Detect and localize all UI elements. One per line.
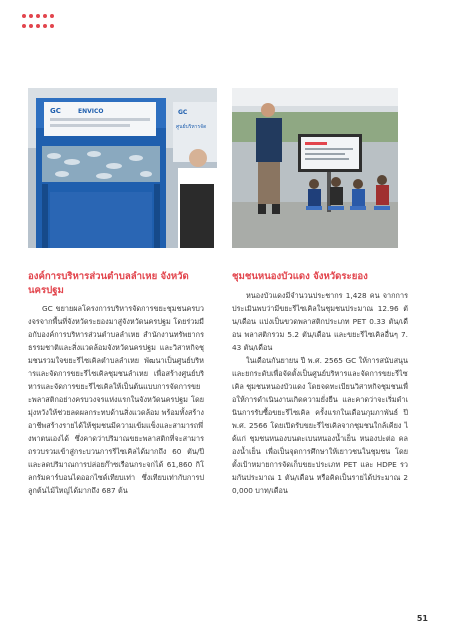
section-nong-bua-daeng	[232, 270, 408, 497]
page-number: 51	[416, 614, 428, 623]
section-paragraph: ในเดือนกันยายน ปี พ.ศ. 2565 GC ให้การสนับสนุนและยกระดับเพื่อจัดตั้งเป็นศูนย์บริหารและจัดการขยะรีไซเคิล ชุมชนหนองบัวแดง โดยจดทะเบียนวิสาหกิจชุมชนเพื่อให้การดำเนินงานเกิดความยั่งยืน และคาดว่าจะเริ่มดำเนินการรับซื้อขยะรีไซเคิล ครั้งแรกในเดือนกุมภาพันธ์ ปี พ.ศ. 2566 โดยเปิดรับขยะรีไซเคิลจากชุมชนใกล้เคียง ได้แก่ ชุมชนหนองบนตะเบนหนองน้ำเย็น หนองปะต่อ คลองน้ำเย็น เพื่อเป็นจุดการศึกษาให้เยาวชนในชุมชน โดย ตั้งเป้าหมายการจัดเก็บขยะประเภท PET และ HDPE รวมกันประมาณ 1 ตัน/เดือน หรือคิดเป็นรายได้ประมาณ 20,000 บาท/เดือน	[232, 355, 408, 495]
community-presentation-photo	[232, 88, 398, 248]
section-lamhoei	[28, 270, 204, 497]
sign-logo-text: GC	[50, 107, 61, 115]
section-paragraph: GC ขยายผลโครงการบริหารจัดการขยะชุมชนครบวงจรจากพื้นที่จังหวัดระยองมาสู่จังหวัดนครปฐม โดยร่วมมือกับองค์การบริหารส่วนตำบลลำเหย สำนักงานทรัพยากรธรรมชาติและสิ่งแวดล้อมจังหวัดนครปฐม และวิสาหกิจชุมชนรวมใจขยะรีไซเคิลตำบลลำเหย พัฒนาเป็นศูนย์บริหารและจัดการขยะรีไซเคิลชุมชนลำเหย เพื่อสร้างศูนย์บริหารและจัดการขยะรีไซเคิลให้เป็นต้นแบบการจัดการขยะพลาสติกอย่างครบวงจรแห่งแรกในจังหวัดนครปฐม โดยมุ่งหวังให้ช่วยลดผลกระทบด้านสิ่งแวดล้อม พร้อมทั้งสร้างอาชีพสร้างรายได้ให้ชุมชนมีความเข้มแข็งและสามารถพึ่งพาตนเองได้ ซึ่งคาดว่าปริมาณขยะพลาสติกที่จะสามารถรวบรวมเข้าสู่กระบวนการรีไซเคิลได้มากถึง 60 ตัน/ปี และลดปริมาณการปล่อยก๊าซเรือนกระจกได้ 61,860 กิโลกรัมคาร์บอนไดออกไซด์เทียบเท่า ซึ่งเทียบเท่ากับการปลูกต้นไม้ใหญ่ได้มากถึง 687 ต้น	[28, 304, 204, 495]
side-sign-text: ศูนย์บริหารจัด	[176, 124, 207, 130]
recycling-machine-photo	[28, 88, 217, 248]
section-paragraph: หนองบัวแดงมีจำนวนประชากร 1,428 คน จากการประเมินพบว่ามีขยะรีไซเคิลในชุมชนประมาณ 12.96 ตัน/เดือน แบ่งเป็นขวดพลาสติกประเภท PET 0.33 ตัน/เดือน พลาสติกรวม 5.2 ตัน/เดือน และขยะรีไซเคิลอื่นๆ 7.43 ตัน/เดือน	[232, 290, 408, 352]
side-sign-logo: GC	[178, 109, 188, 116]
section-heading: ชุมชนหนองบัวแดง จังหวัดระยอง	[232, 271, 368, 282]
sign-brand-text: ENVICO	[78, 108, 104, 115]
section-heading: องค์การบริหารส่วนตำบลลำเหย จังหวัดนครปฐม	[28, 271, 189, 296]
